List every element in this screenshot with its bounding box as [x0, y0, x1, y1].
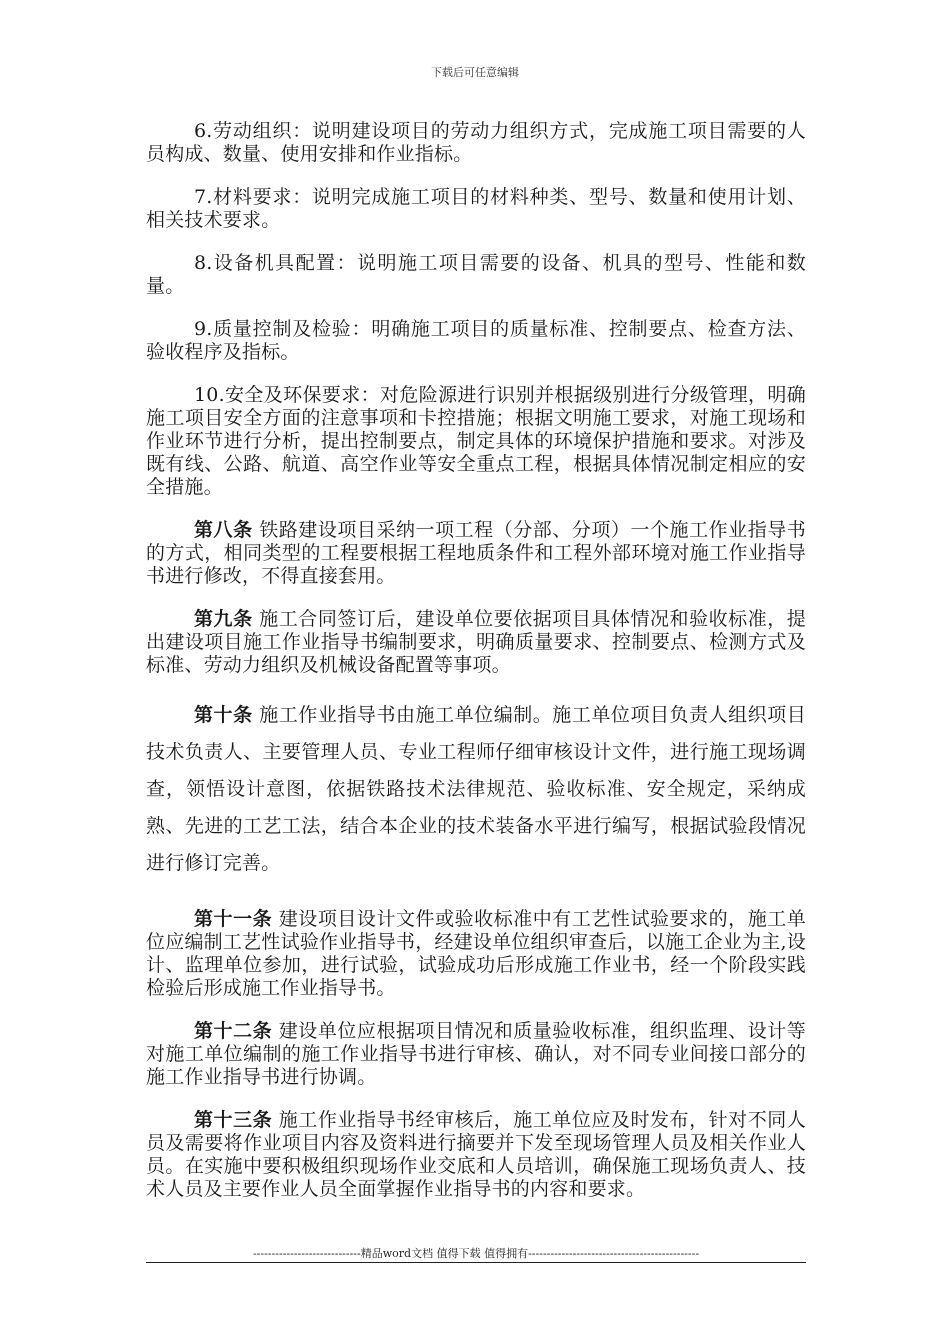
paragraph-text: 施工合同签订后，建设单位要依据项目具体情况和验收标准，提出建设项目施工作业指导书编制要求，明确质量要求、控制要点、检测方式及标准、劳动力组织及机械设备配置等事项。: [146, 608, 806, 676]
article-8: [146, 519, 806, 588]
paragraph-text: 9.质量控制及检验：明确施工项目的质量标准、控制要点、检查方法、验收程序及指标。: [146, 318, 806, 363]
page-header: 下载后可任意编辑: [431, 66, 519, 79]
clause-number: 第十一条: [194, 908, 273, 930]
clause-number: 第九条: [194, 608, 253, 630]
footer-divider: [146, 1262, 806, 1263]
paragraph-text: 建设项目设计文件或验收标准中有工艺性试验要求的，施工单位应编制工艺性试验作业指导书，经建设单位组织审查后，以施工企业为主,设计、监理单位参加，进行试验，试验成功后形成施工作业书，经一个阶段实践检验后形成施工作业指导书。: [146, 908, 806, 999]
paragraph-safety: [146, 384, 806, 499]
paragraph-quality: [146, 318, 806, 364]
paragraph-materials: [146, 186, 806, 232]
clause-number: 第八条: [194, 519, 253, 541]
article-9: [146, 608, 806, 677]
paragraph-text: 7.材料要求：说明完成施工项目的材料种类、型号、数量和使用计划、相关技术要求。: [146, 186, 806, 231]
article-10: [146, 697, 806, 882]
clause-number: 第十条: [194, 704, 253, 726]
paragraph-text: 施工作业指导书由施工单位编制。施工单位项目负责人组织项目技术负责人、主要管理人员、专业工程师仔细审核设计文件，进行施工现场调查，领悟设计意图，依据铁路技术法律规范、验收标准、安全规定，采纳成熟、先进的工艺工法，结合本企业的技术装备水平进行编写，根据试验段情况进行修订完善。: [146, 704, 806, 874]
document-body: [146, 120, 806, 1221]
article-12: [146, 1020, 806, 1089]
article-13: [146, 1109, 806, 1201]
article-11: [146, 908, 806, 1000]
paragraph-labor: [146, 120, 806, 166]
clause-number: 第十二条: [194, 1020, 273, 1042]
paragraph-text: 铁路建设项目采纳一项工程（分部、分项）一个施工作业指导书的方式，相同类型的工程要根据工程地质条件和工程外部环境对施工作业指导书进行修改，不得直接套用。: [146, 519, 806, 587]
paragraph-text: 施工作业指导书经审核后，施工单位应及时发布，针对不同人员及需要将作业项目内容及资料进行摘要并下发至现场管理人员及相关作业人员。在实施中要积极组织现场作业交底和人员培训，确保施工现场负责人、技术人员及主要作业人员全面掌握作业指导书的内容和要求。: [146, 1109, 806, 1200]
paragraph-text: 8.设备机具配置：说明施工项目需要的设备、机具的型号、性能和数量。: [146, 252, 806, 297]
clause-number: 第十三条: [194, 1109, 273, 1131]
paragraph-text: 10.安全及环保要求：对危险源进行识别并根据级别进行分级管理，明确施工项目安全方面的注意事项和卡控措施；根据文明施工要求，对施工现场和作业环节进行分析，提出控制要点，制定具体的环境保护措施和要求。对涉及既有线、公路、航道、高空作业等安全重点工程，根据具体情况制定相应的安全措施。: [146, 384, 806, 498]
paragraph-equipment: [146, 252, 806, 298]
paragraph-text: 6.劳动组织：说明建设项目的劳动力组织方式，完成施工项目需要的人员构成、数量、使用安排和作业指标。: [146, 120, 806, 165]
page-footer: -----------------------------精品word文档 值得下载 值得拥有----------------------------------------------: [252, 1247, 700, 1260]
paragraph-text: 建设单位应根据项目情况和质量验收标准，组织监理、设计等对施工单位编制的施工作业指导书进行审核、确认，对不同专业间接口部分的施工作业指导书进行协调。: [146, 1020, 806, 1088]
